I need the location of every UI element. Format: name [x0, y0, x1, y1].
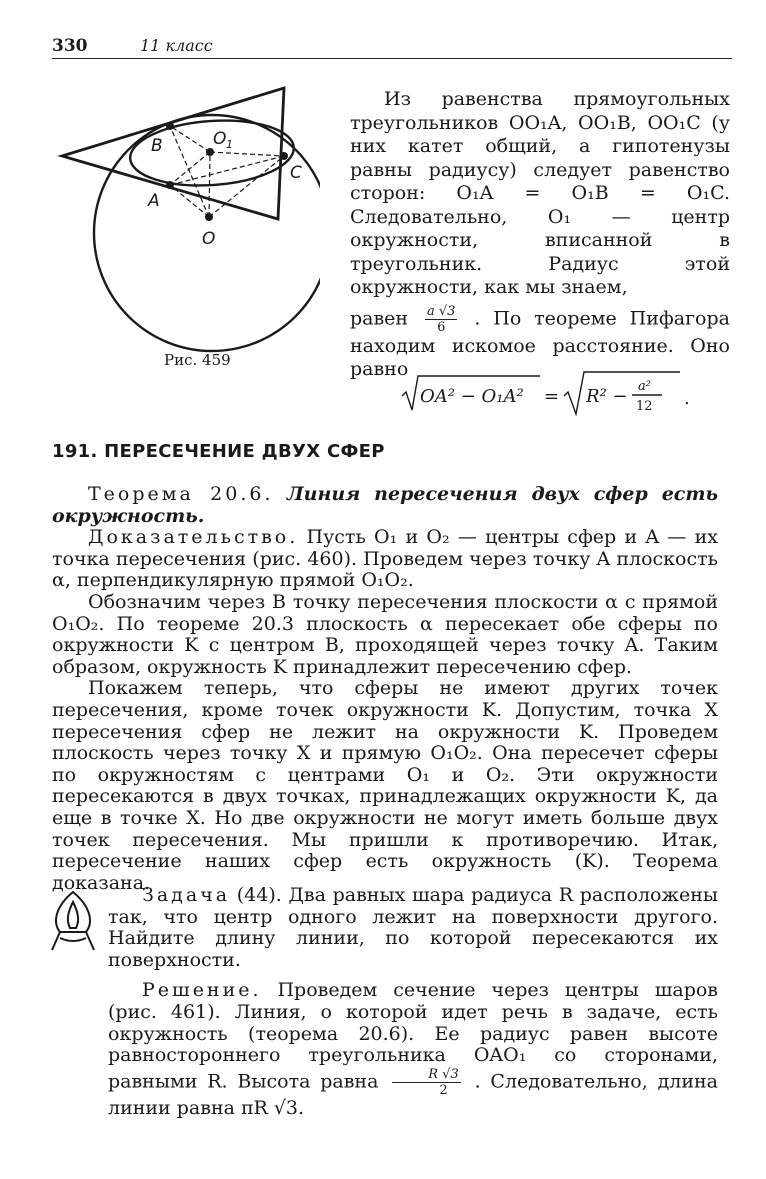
- task-paragraph: [108, 885, 718, 971]
- fraction: [425, 304, 457, 335]
- body-text: [52, 484, 718, 894]
- task-text: (44). Два равных шара радиуса R расположены так, что центр одного лежит на поверхности другого. Найдите длину линии, по которой пересекаются их поверхности.: [108, 884, 718, 971]
- solution-text: . Следовательно, длина линии равна πR √3.: [108, 1070, 718, 1119]
- right-column-text: [350, 88, 730, 382]
- proof-text: Пусть O₁ и O₂ — центры сфер и A — их точка пересечения (рис. 460). Проведем через точку A плоскость α, перпендикулярную прямой O₁O₂.: [52, 526, 719, 592]
- segment-ob: [170, 126, 209, 217]
- paragraph: Из равенства прямоугольных треугольников OO₁A, OO₁B, OO₁C (у них катет общий, а гипотенузы равны радиусу) следует равенство сторон: O₁A = O₁B = O₁C. Следовательно, O₁ — центр окружности, вписанной в треугольник. Радиус этой окружности, как мы знаем,: [350, 88, 730, 298]
- proof-paragraph: Покажем теперь, что сферы не имеют других точек пересечения, кроме точек окружности K. Допустим, точка X пересечения сфер не лежит на окружности K. Проведем плоскость через точку X и прямую O₁O₂. Она пересечет сферы по окружностям с центрами O₁ и O₂. Эти окружности пересекаются в двух точках, принадлежащих окружности K, да еще в точке X. Но две окружности не могут иметь больше двух точек пересечения. Мы пришли к противоречию. Итак, пересечение наших сфер есть окружность (K). Теорема доказана.: [52, 677, 718, 894]
- label-c: C: [290, 163, 302, 183]
- page-number: 330: [52, 36, 88, 56]
- task-label: Задача: [142, 884, 231, 906]
- point-b: [166, 122, 174, 130]
- theorem-label: Теорема 20.6.: [88, 483, 274, 505]
- distance-formula: [400, 370, 720, 416]
- radicand-right: R² −: [586, 386, 628, 407]
- page-header: [52, 36, 732, 59]
- theorem-statement: Линия пересечения двух сфер есть окружность.: [52, 483, 718, 527]
- running-title: 11 класс: [140, 36, 213, 55]
- denominator: 2: [439, 1082, 448, 1098]
- point-a: [166, 181, 174, 189]
- segment-o1c: [210, 152, 284, 156]
- proof-paragraph: [52, 527, 718, 592]
- point-c: [280, 152, 288, 160]
- equals-sign: =: [544, 386, 560, 407]
- text: равен: [350, 307, 409, 329]
- radicand-left: OA² − O₁A²: [420, 386, 524, 407]
- solution-text: Проведем сечение через центры шаров (рис. 461). Линия, о которой идет речь в задаче, есть окружность (теорема 20.6). Ее радиус равен высоте равностороннего треугольника OAO₁ со сторонами, равными R. Высота равна: [108, 979, 719, 1093]
- fraction: [392, 1067, 460, 1098]
- theorem-paragraph: [52, 484, 718, 527]
- label-b: B: [151, 136, 163, 156]
- proof-label: Доказательство.: [88, 526, 299, 549]
- section-title: 191. ПЕРЕСЕЧЕНИЕ ДВУХ СФЕР: [52, 441, 385, 462]
- label-o: O: [202, 229, 216, 249]
- numerator: a √3: [427, 303, 456, 319]
- fraction-denominator: 12: [636, 399, 653, 414]
- task-lamp-icon: [46, 888, 100, 954]
- label-a: A: [148, 191, 160, 211]
- figure-459: [52, 74, 320, 364]
- formula-period: .: [684, 388, 690, 409]
- segment-oo1: [209, 152, 210, 217]
- figure-caption: Рис. 459: [164, 351, 231, 369]
- proof-paragraph: Обозначим через B точку пересечения плоскости α с прямой O₁O₂. По теореме 20.3 плоскость α пересекает обе сферы по окружности K с центром B, проходящей через точку A. Таким образом, окружность K принадлежит пересечению сфер.: [52, 590, 718, 678]
- segment-oc: [209, 156, 284, 217]
- solution-paragraph: [108, 980, 718, 1119]
- triangle: [62, 88, 284, 219]
- point-o: [205, 213, 213, 221]
- label-o1: O: [213, 129, 227, 149]
- text: . По теореме Пифагора находим искомое расстояние. Оно равно: [350, 307, 730, 380]
- fraction-numerator: a²: [638, 379, 651, 394]
- solution-label: Решение.: [142, 979, 262, 1002]
- segment-oa: [170, 185, 209, 217]
- point-o1: [206, 148, 214, 156]
- label-o1-sub: 1: [226, 138, 233, 151]
- denominator: 6: [437, 319, 446, 335]
- numerator: R √3: [392, 1067, 460, 1083]
- task-block: [108, 885, 718, 1119]
